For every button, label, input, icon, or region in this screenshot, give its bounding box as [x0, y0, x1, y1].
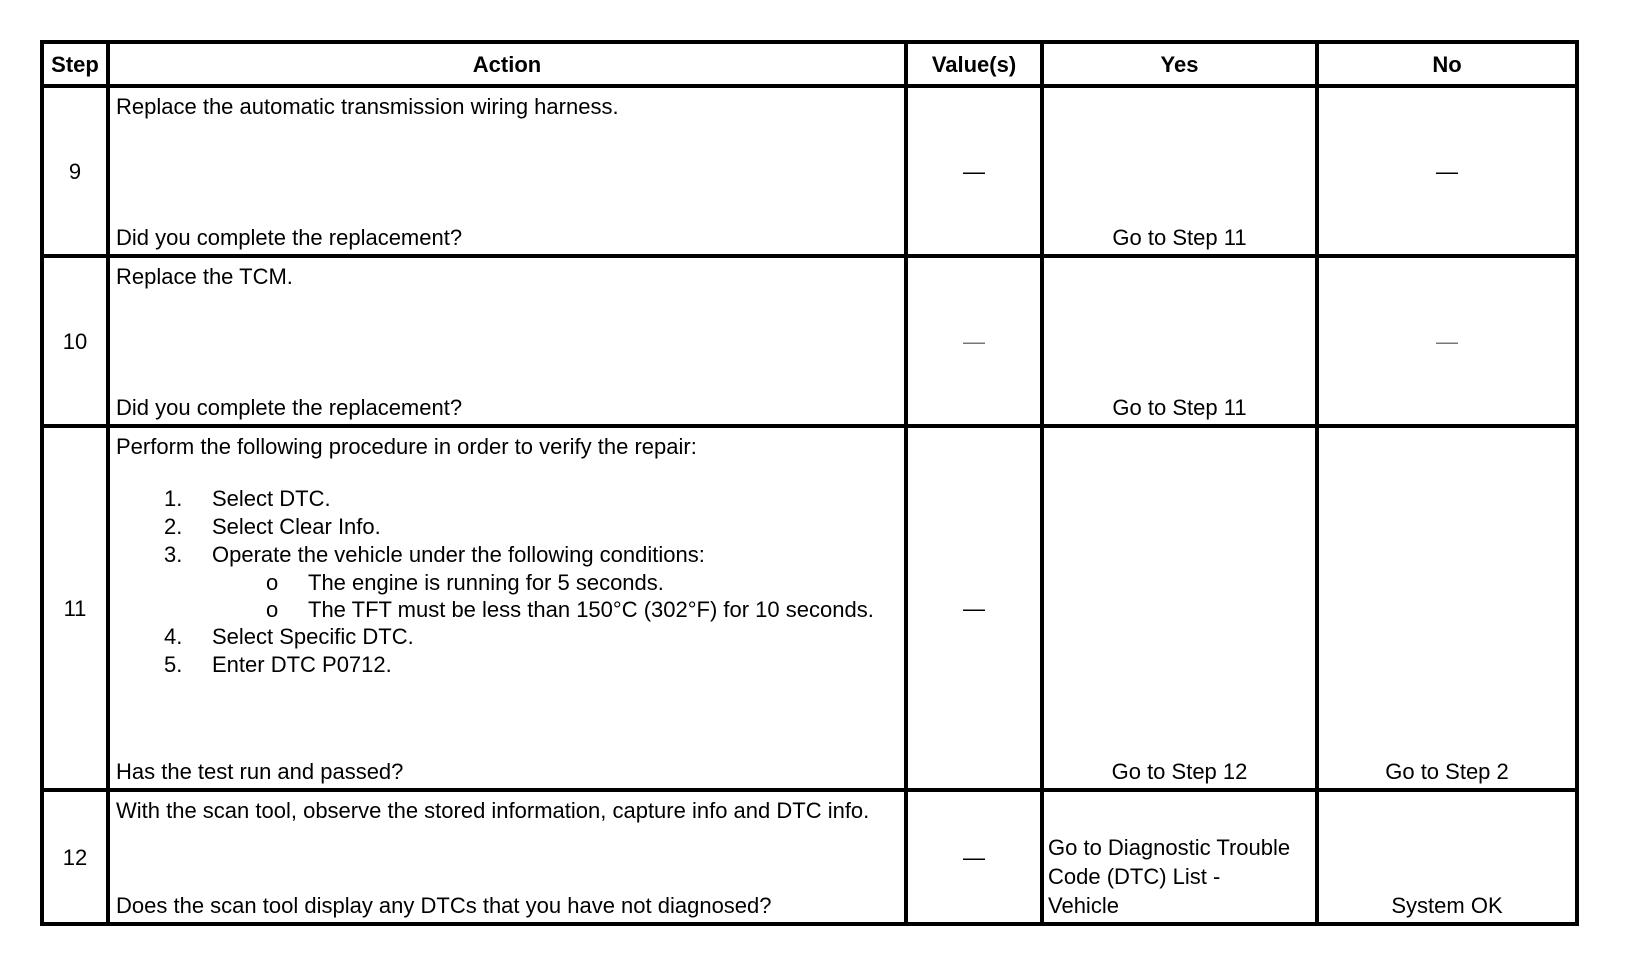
value-dash: — — [963, 595, 985, 621]
action-cell — [108, 426, 906, 790]
no-outcome: Go to Step 2 — [1385, 759, 1509, 784]
step-number: 10 — [42, 256, 108, 426]
list-item — [116, 513, 898, 541]
header-no: No — [1317, 42, 1577, 86]
step-number: 9 — [42, 86, 108, 256]
list-item — [116, 651, 898, 679]
action-cell — [108, 86, 906, 256]
value-cell — [906, 256, 1042, 426]
value-dash: — — [963, 328, 985, 354]
action-instruction: Replace the TCM. — [116, 264, 293, 289]
no-cell — [1317, 86, 1577, 256]
no-cell — [1317, 426, 1577, 790]
no-outcome: System OK — [1391, 893, 1503, 918]
no-outcome: — — [1436, 328, 1458, 354]
list-item — [116, 596, 898, 623]
list-item — [116, 623, 898, 651]
list-item — [116, 569, 898, 596]
conditions-list — [116, 569, 898, 623]
bullet-icon: o — [266, 597, 279, 622]
list-item — [116, 485, 898, 513]
header-yes: Yes — [1042, 42, 1317, 86]
list-number: 5. — [164, 652, 183, 677]
list-text: Select Clear Info. — [212, 514, 381, 539]
list-text: The TFT must be less than 150°C (302°F) for 10 seconds. — [308, 597, 874, 622]
header-row — [42, 42, 1577, 86]
step-number: 12 — [42, 790, 108, 924]
action-question: Does the scan tool display any DTCs that you have not diagnosed? — [116, 893, 772, 918]
no-outcome: — — [1436, 158, 1458, 184]
list-number: 4. — [164, 624, 183, 649]
header-step: Step — [42, 42, 108, 86]
table-row — [42, 790, 1577, 924]
list-text: Select Specific DTC. — [212, 624, 414, 649]
action-cell — [108, 790, 906, 924]
action-instruction: With the scan tool, observe the stored information, capture info and DTC info. — [116, 798, 870, 823]
action-instruction: Perform the following procedure in order to verify the repair: — [116, 434, 697, 459]
procedure-list — [116, 485, 898, 679]
yes-outcome: Go to Diagnostic Trouble Code (DTC) List - Vehicle — [1048, 835, 1291, 918]
value-cell — [906, 426, 1042, 790]
action-question: Has the test run and passed? — [116, 759, 404, 784]
table-row — [42, 86, 1577, 256]
list-text: Enter DTC P0712. — [212, 652, 392, 677]
header-values: Value(s) — [906, 42, 1042, 86]
list-text: Operate the vehicle under the following conditions: — [212, 542, 705, 567]
list-text: The engine is running for 5 seconds. — [308, 570, 664, 595]
step-number: 11 — [42, 426, 108, 790]
action-instruction: Replace the automatic transmission wiring harness. — [116, 94, 619, 119]
value-cell — [906, 86, 1042, 256]
yes-cell — [1042, 790, 1317, 924]
yes-cell — [1042, 86, 1317, 256]
list-number: 3. — [164, 542, 183, 567]
yes-outcome: Go to Step 11 — [1112, 395, 1247, 420]
yes-cell — [1042, 426, 1317, 790]
no-cell — [1317, 256, 1577, 426]
no-cell — [1317, 790, 1577, 924]
action-question: Did you complete the replacement? — [116, 395, 463, 420]
header-action: Action — [108, 42, 906, 86]
value-dash: — — [963, 158, 985, 184]
value-dash: — — [963, 844, 985, 870]
list-number: 2. — [164, 514, 183, 539]
action-question: Did you complete the replacement? — [116, 225, 463, 250]
diagnostic-table — [40, 40, 1579, 926]
yes-cell — [1042, 256, 1317, 426]
list-number: 1. — [164, 486, 183, 511]
action-cell — [108, 256, 906, 426]
bullet-icon: o — [266, 570, 279, 595]
table-row — [42, 426, 1577, 790]
table-row — [42, 256, 1577, 426]
yes-outcome: Go to Step 12 — [1111, 759, 1248, 784]
list-text: Select DTC. — [212, 486, 331, 511]
yes-outcome: Go to Step 11 — [1112, 225, 1247, 250]
list-item — [116, 541, 898, 623]
value-cell — [906, 790, 1042, 924]
